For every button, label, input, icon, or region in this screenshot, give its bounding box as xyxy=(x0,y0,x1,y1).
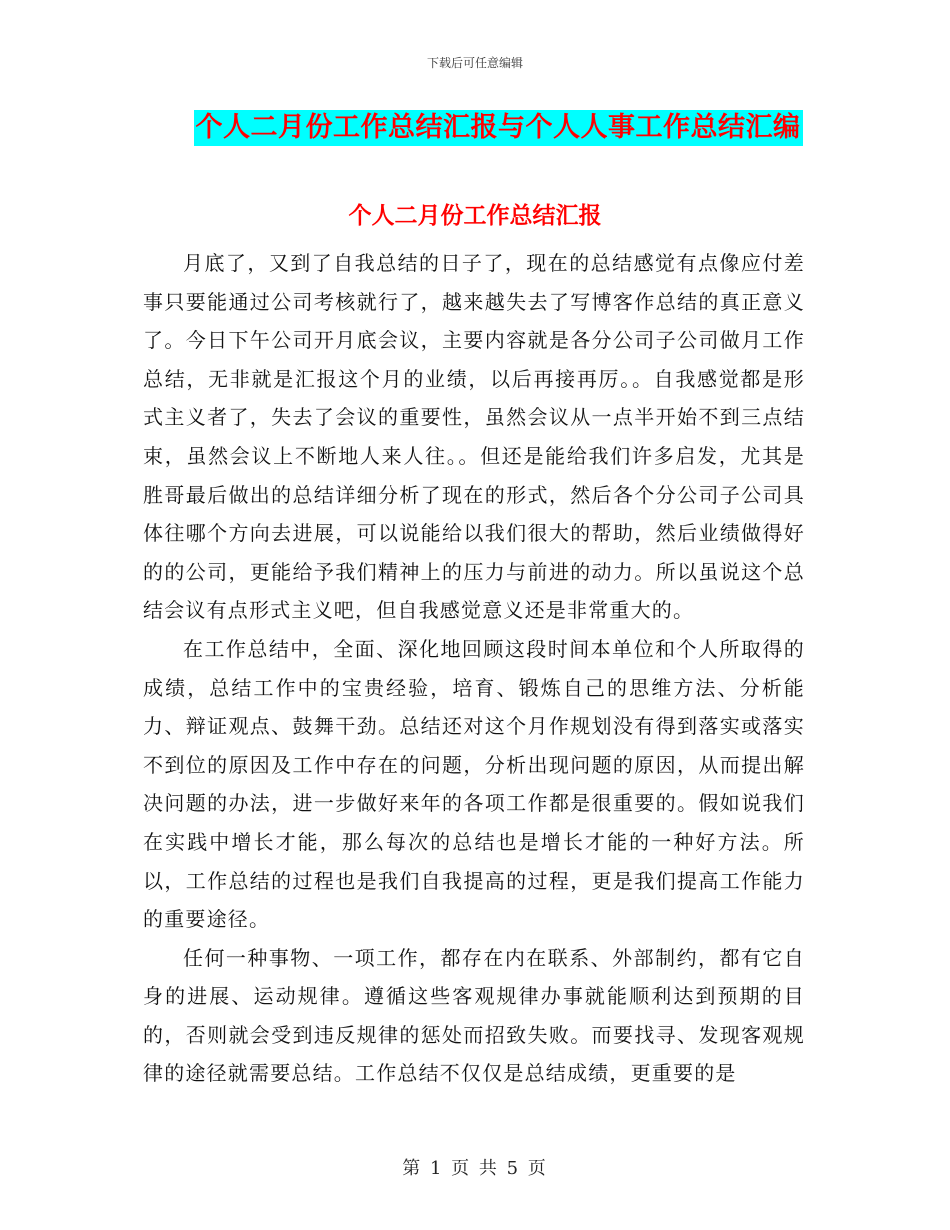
header-note: 下载后可任意编辑 xyxy=(426,56,523,70)
page-footer: 第 1 页 共 5 页 xyxy=(402,1158,548,1179)
document-title-container xyxy=(0,110,950,146)
paragraph-2: 在工作总结中，全面、深化地回顾这段时间本单位和个人所取得的成绩，总结工作中的宝贵经验，培育、锻炼自己的思维方法、分析能力、辩证观点、鼓舞干劲。总结还对这个月作规划没有得到落实或落实不到位的原因及工作中存在的问题，分析出现问题的原因，从而提出解决问题的办法，进一步做好来年的各项工作都是很重要的。假如说我们在实践中增长才能，那么每次的总结也是增长才能的一种好方法。所以，工作总结的过程也是我们自我提高的过程，更是我们提高工作能力的重要途径。 xyxy=(143,636,805,932)
document-title: 个人二月份工作总结汇报与个人人事工作总结汇编 xyxy=(194,110,803,146)
paragraph-1: 月底了，又到了自我总结的日子了，现在的总结感觉有点像应付差事只要能通过公司考核就行了，越来越失去了写博客作总结的真正意义了。今日下午公司开月底会议，主要内容就是各分公司子公司做月工作总结，无非就是汇报这个月的业绩，以后再接再厉。。自我感觉都是形式主义者了，失去了会议的重要性，虽然会议从一点半开始不到三点结束，虽然会议上不断地人来人往。。但还是能给我们许多启发，尤其是胜哥最后做出的总结详细分析了现在的形式，然后各个分公司子公司具体往哪个方向去进展，可以说能给以我们很大的帮助，然后业绩做得好的的公司，更能给予我们精神上的压力与前进的动力。所以虽说这个总结会议有点形式主义吧，但自我感觉意义还是非常重大的。 xyxy=(143,251,805,623)
paragraph-3: 任何一种事物、一项工作，都存在内在联系、外部制约，都有它自身的进展、运动规律。遵循这些客观规律办事就能顺利达到预期的目的，否则就会受到违反规律的惩处而招致失败。而要找寻、发现客观规律的途径就需要总结。工作总结不仅仅是总结成绩，更重要的是 xyxy=(143,945,805,1086)
body-text xyxy=(143,244,805,1093)
section-heading: 个人二月份工作总结汇报 xyxy=(348,203,602,229)
